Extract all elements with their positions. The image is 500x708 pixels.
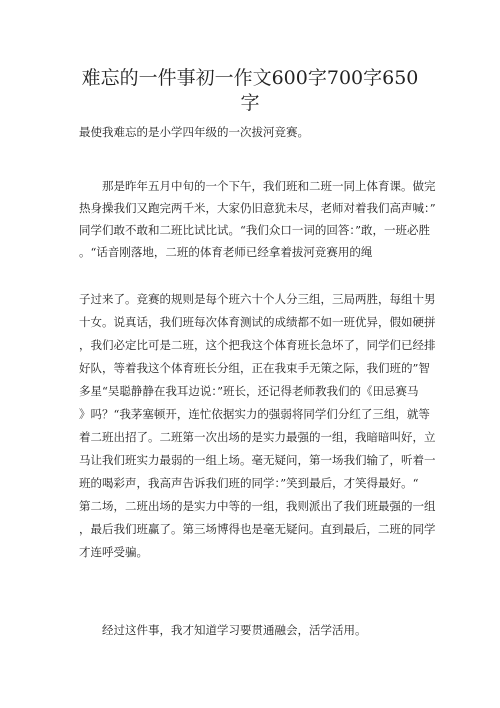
paragraph-2-line: 子过来了。竞赛的规则是每个班六十个人分三组，三局两胜，每组十男: [79, 292, 436, 306]
paragraph-2-line: 马让我们班实力最弱的一组上场。毫无疑问，第一场我们输了，听着一: [79, 453, 436, 467]
title-line-1: 难忘的一件事初一作文600字700字650: [81, 67, 419, 89]
paragraph-2-line: 多星“吴聪静静在我耳边说：”班长，还记得老师教我们的《田忌赛马: [79, 384, 419, 398]
paragraph-2-line: 第二场，二班出场的是实力中等的一组，我则派出了我们班最强的一组: [79, 499, 436, 513]
paragraph-1-line: 那是昨年五月中旬的一个下午，我们班和二班一同上体育课。做完: [79, 179, 436, 193]
paragraph-2-line: 班的喝彩声，我高声告诉我们班的同学：”笑到最后，才笑得最好。“: [79, 476, 419, 490]
paragraph-2-line: 》吗？“我茅塞顿开，连忙依据实力的强弱将同学们分红了三组，就等: [79, 407, 430, 421]
paragraph-2-line: 十女。说真话，我们班每次体育测试的成绩都不如一班优异，假如硬拼: [79, 315, 436, 329]
paragraph-1-line: 同学们敢不敢和二班比试比试。“我们众口一词的回答：”敢，一班必胜: [79, 223, 431, 237]
paragraph-2-line: 才连呼受骗。: [79, 545, 148, 559]
paragraph-2-line: 好队，等着我这个体育班长分组，正在我束手无策之际，我们班的”智: [79, 361, 430, 375]
title-line-2: 字: [240, 92, 260, 114]
paragraph-1-line: 热身操我们又跑完两千米，大家仍旧意犹未尽，老师对着我们高声喊：”: [79, 201, 436, 215]
paragraph-2-line: ，最后我们班赢了。第三场博得也是毫无疑问。直到最后，二班的同学: [79, 522, 436, 536]
closing-paragraph: 经过这件事，我才知道学习要贯通融会，活学活用。: [79, 623, 367, 637]
document-subtitle: 最使我难忘的是小学四年级的一次拔河竞赛。: [79, 125, 309, 139]
paragraph-2-line: ，我们必定比可是二班，这个把我这个体育班长急坏了，同学们已经排: [79, 338, 436, 352]
document-title: [70, 66, 430, 116]
paragraph-2-line: 着二班出招了。二班第一次出场的是实力最强的一组，我暗暗叫好，立: [79, 430, 436, 444]
paragraph-1-line: 。“话音刚落地，二班的体育老师已经拿着拔河竞赛用的绳: [79, 245, 373, 259]
